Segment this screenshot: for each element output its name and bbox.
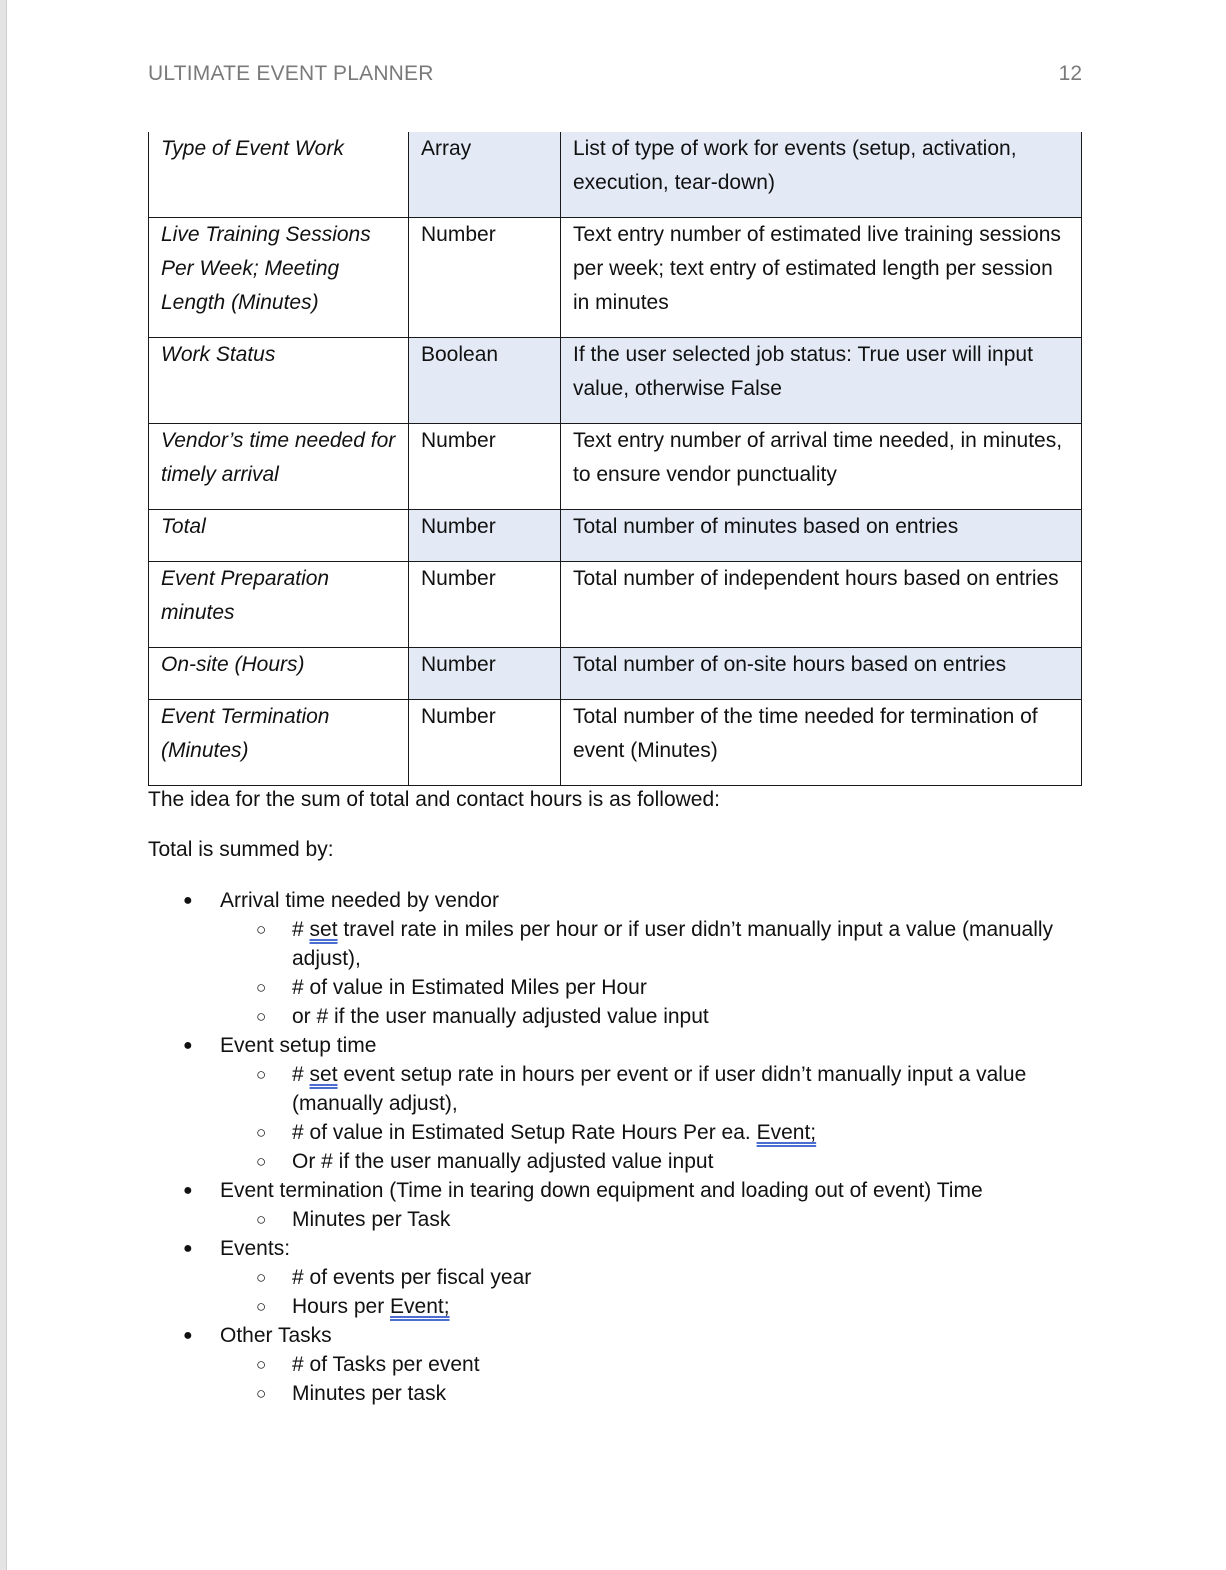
- table-row: [149, 132, 1082, 218]
- field-name-cell: Type of Event Work: [149, 132, 409, 218]
- spelling-flag-word[interactable]: set: [309, 918, 338, 941]
- table-row: [149, 700, 1082, 786]
- sub-item-prefix: #: [292, 918, 310, 941]
- sub-list-item: [148, 1263, 1088, 1292]
- sub-list-item: [148, 1379, 1088, 1408]
- field-type-cell: Number: [409, 510, 561, 562]
- field-type-cell: Number: [409, 562, 561, 648]
- intro-paragraph: The idea for the sum of total and contact hours is as followed:: [148, 788, 720, 811]
- circle-bullet-icon: ○: [256, 1210, 267, 1229]
- list-item-label: Events:: [220, 1237, 291, 1260]
- field-type-cell: Array: [409, 132, 561, 218]
- sub-list-item: [148, 1292, 1088, 1321]
- list-item: [148, 1234, 1088, 1263]
- bullet-icon: ●: [183, 1240, 193, 1257]
- field-description-cell: Total number of minutes based on entries: [561, 510, 1082, 562]
- sub-item-text: Or # if the user manually adjusted value input: [292, 1150, 714, 1173]
- sub-list-item: [148, 1350, 1088, 1379]
- sub-item-prefix: # of value in Estimated Setup Rate Hours Per ea.: [292, 1121, 757, 1144]
- sub-item-text: or # if the user manually adjusted value input: [292, 1005, 709, 1028]
- sub-list-item: [148, 973, 1088, 1002]
- spelling-flag-word[interactable]: set: [309, 1063, 338, 1086]
- field-name-cell: On-site (Hours): [149, 648, 409, 700]
- sub-item-text: Minutes per Task: [292, 1208, 451, 1231]
- sub-item-prefix: Hours per: [292, 1295, 391, 1318]
- sub-item-prefix: #: [292, 1063, 310, 1086]
- sub-list-item: [148, 1205, 1088, 1234]
- field-description-cell: Total number of on-site hours based on entries: [561, 648, 1082, 700]
- field-type-cell: Number: [409, 218, 561, 338]
- circle-bullet-icon: ○: [256, 1268, 267, 1287]
- list-item: [148, 1176, 1088, 1205]
- field-name-cell: Vendor’s time needed for timely arrival: [149, 424, 409, 510]
- table-row: [149, 338, 1082, 424]
- table-row: [149, 562, 1082, 648]
- list-item: [148, 1321, 1088, 1350]
- page-number: 12: [1058, 62, 1082, 85]
- bullet-icon: ●: [183, 1327, 193, 1344]
- spelling-flag-word[interactable]: Event;: [390, 1295, 450, 1318]
- field-type-cell: Number: [409, 648, 561, 700]
- field-type-cell: Boolean: [409, 338, 561, 424]
- sub-item-text: event setup rate in hours per event or if user didn’t manually input a value (manually adjust),: [292, 1063, 1027, 1115]
- circle-bullet-icon: ○: [256, 1384, 267, 1403]
- sub-item-text: Minutes per task: [292, 1382, 447, 1405]
- field-description-cell: Total number of independent hours based on entries: [561, 562, 1082, 648]
- sub-list-item: [148, 1147, 1088, 1176]
- circle-bullet-icon: ○: [256, 920, 267, 939]
- circle-bullet-icon: ○: [256, 1152, 267, 1171]
- field-description-cell: Total number of the time needed for termination of event (Minutes): [561, 700, 1082, 786]
- circle-bullet-icon: ○: [256, 1065, 267, 1084]
- field-name-cell: Work Status: [149, 338, 409, 424]
- table-row: [149, 218, 1082, 338]
- table-row: [149, 648, 1082, 700]
- list-item-label: Arrival time needed by vendor: [220, 889, 499, 912]
- list-item-label: Event setup time: [220, 1034, 377, 1057]
- circle-bullet-icon: ○: [256, 1007, 267, 1026]
- summed-by-paragraph: Total is summed by:: [148, 838, 334, 861]
- field-description-cell: List of type of work for events (setup, activation, execution, tear-down): [561, 132, 1082, 218]
- list-item: [148, 886, 1088, 915]
- sub-item-text: # of value in Estimated Miles per Hour: [292, 976, 647, 999]
- field-type-cell: Number: [409, 424, 561, 510]
- sub-item-text: # of events per fiscal year: [292, 1266, 532, 1289]
- field-description-cell: Text entry number of arrival time needed, in minutes, to ensure vendor punctuality: [561, 424, 1082, 510]
- field-name-cell: Event Preparation minutes: [149, 562, 409, 648]
- table-row: [149, 424, 1082, 510]
- sub-list-item: [148, 1118, 1088, 1147]
- running-header-title: ULTIMATE EVENT PLANNER: [148, 62, 434, 85]
- field-name-cell: Event Termination (Minutes): [149, 700, 409, 786]
- spelling-flag-word[interactable]: Event;: [756, 1121, 817, 1144]
- bullet-icon: ●: [183, 892, 193, 909]
- bullet-icon: ●: [183, 1182, 193, 1199]
- circle-bullet-icon: ○: [256, 1355, 267, 1374]
- list-item-label: Other Tasks: [220, 1324, 332, 1347]
- sub-list-item: [148, 1002, 1088, 1031]
- sub-item-text: # of Tasks per event: [292, 1353, 480, 1376]
- sub-list-item: [148, 915, 1088, 973]
- field-type-cell: Number: [409, 700, 561, 786]
- sub-list-item: [148, 1060, 1088, 1118]
- data-fields-table: [148, 132, 1082, 786]
- bullet-icon: ●: [183, 1037, 193, 1054]
- field-description-cell: If the user selected job status: True user will input value, otherwise False: [561, 338, 1082, 424]
- table-row: [149, 510, 1082, 562]
- summation-list: [148, 886, 1088, 1408]
- circle-bullet-icon: ○: [256, 1123, 267, 1142]
- field-name-cell: Live Training Sessions Per Week; Meeting Length (Minutes): [149, 218, 409, 338]
- field-name-cell: Total: [149, 510, 409, 562]
- circle-bullet-icon: ○: [256, 978, 267, 997]
- list-item-label: Event termination (Time in tearing down equipment and loading out of event) Time: [220, 1179, 983, 1202]
- field-description-cell: Text entry number of estimated live training sessions per week; text entry of estimated length per session in minutes: [561, 218, 1082, 338]
- page-edge: [0, 0, 7, 1570]
- sub-item-text: travel rate in miles per hour or if user didn’t manually input a value (manually adjust),: [292, 918, 1054, 970]
- list-item: [148, 1031, 1088, 1060]
- circle-bullet-icon: ○: [256, 1297, 267, 1316]
